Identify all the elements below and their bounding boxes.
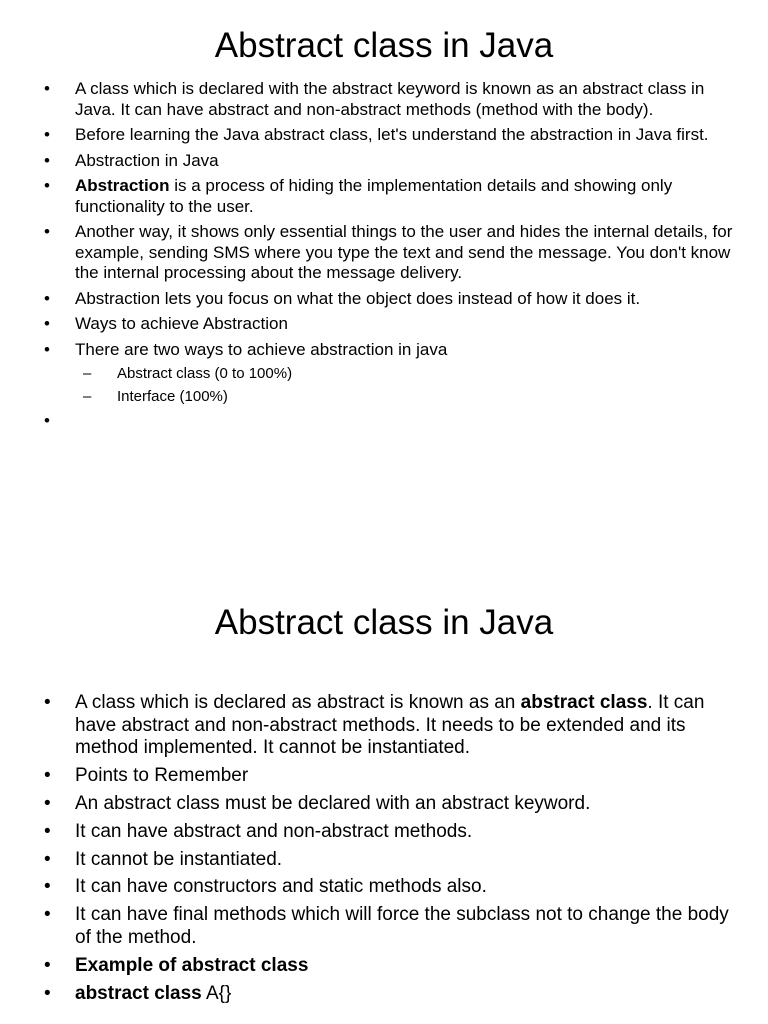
bullet-item [44, 849, 734, 872]
dash-icon: – [83, 388, 92, 405]
bullet-bold-text: abstract class [520, 692, 648, 713]
sub-bullet-text: Interface (100%) [117, 388, 228, 405]
bullet-bold-text: Abstraction [75, 176, 170, 195]
bullet-icon: • [44, 982, 51, 1004]
bullet-text: There are two ways to achieve abstraction in java [75, 339, 448, 359]
bullet-icon: • [44, 314, 50, 333]
bullet-item-empty [44, 411, 734, 432]
slide-title: Abstract class in Java [214, 26, 554, 65]
bullet-text: . It can have abstract and non-abstract methods. It needs to be extended and its method implemented. It cannot be instantiated. [75, 692, 705, 758]
sub-bullet-list [75, 365, 734, 406]
bullet-list [44, 692, 734, 1011]
bullet-text: It can have constructors and static methods also. [75, 876, 487, 898]
bullet-text: Ways to achieve Abstraction [75, 314, 288, 333]
bullet-text-pre: A class which is declared as abstract is known as an [75, 692, 521, 713]
bullet-icon: • [44, 764, 51, 786]
bullet-icon: • [44, 125, 50, 144]
bullet-icon: • [44, 848, 51, 870]
sub-bullet-item [83, 388, 734, 406]
bullet-item [44, 340, 734, 407]
bullet-item [44, 692, 734, 760]
bullet-bold-text: abstract class [75, 982, 202, 1004]
slide-2 [0, 512, 768, 1024]
bullet-text: is a process of hiding the implementation details and showing only functionality to the user. [75, 176, 673, 216]
bullet-icon: • [44, 876, 51, 898]
bullet-item [44, 125, 734, 146]
dash-icon: – [83, 365, 92, 382]
bullet-item [44, 821, 734, 844]
bullet-item [44, 876, 734, 899]
bullet-bold-text: Example of abstract class [75, 954, 309, 976]
bullet-item [44, 955, 734, 978]
bullet-item [44, 222, 734, 284]
bullet-text: Another way, it shows only essential things to the user and hides the internal details, for example, sending SMS where you type the text and send the message. You don't know the internal processing about the message delivery. [75, 222, 733, 282]
bullet-icon: • [44, 954, 51, 976]
sub-bullet-text: Abstract class (0 to 100%) [117, 365, 293, 382]
bullet-item [44, 983, 734, 1006]
bullet-icon: • [44, 150, 50, 170]
bullet-text: Abstraction in Java [75, 150, 219, 170]
bullet-icon: • [44, 222, 50, 241]
bullet-list [44, 79, 734, 437]
bullet-text: An abstract class must be declared with an abstract keyword. [75, 792, 591, 814]
bullet-icon: • [44, 904, 51, 926]
bullet-item [44, 79, 734, 120]
bullet-item [44, 151, 734, 172]
bullet-item [44, 765, 734, 788]
bullet-icon: • [44, 288, 50, 308]
bullet-icon: • [44, 176, 50, 195]
bullet-icon: • [44, 792, 51, 814]
slide-title: Abstract class in Java [214, 603, 554, 642]
bullet-icon: • [44, 820, 51, 842]
bullet-item [44, 314, 734, 335]
bullet-item [44, 289, 734, 310]
bullet-text: A class which is declared with the abstract keyword is known as an abstract class in Java. It can have abstract and non-abstract methods (method with the body). [75, 79, 705, 119]
bullet-icon: • [44, 692, 51, 713]
bullet-item [44, 904, 734, 949]
bullet-text: It can have abstract and non-abstract methods. [75, 820, 473, 842]
bullet-text: Points to Remember [75, 764, 249, 786]
bullet-text: It cannot be instantiated. [75, 848, 283, 870]
bullet-text: It can have final methods which will force the subclass not to change the body of the method. [75, 904, 729, 948]
bullet-icon: • [44, 79, 50, 98]
bullet-text: Before learning the Java abstract class, let's understand the abstraction in Java first. [75, 125, 709, 144]
bullet-icon: • [44, 339, 50, 359]
bullet-text: A{} [201, 982, 232, 1004]
bullet-icon: • [44, 411, 50, 430]
sub-bullet-item [83, 365, 734, 383]
bullet-item [44, 176, 734, 217]
bullet-item [44, 793, 734, 816]
bullet-text: Abstraction lets you focus on what the object does instead of how it does it. [75, 288, 641, 308]
